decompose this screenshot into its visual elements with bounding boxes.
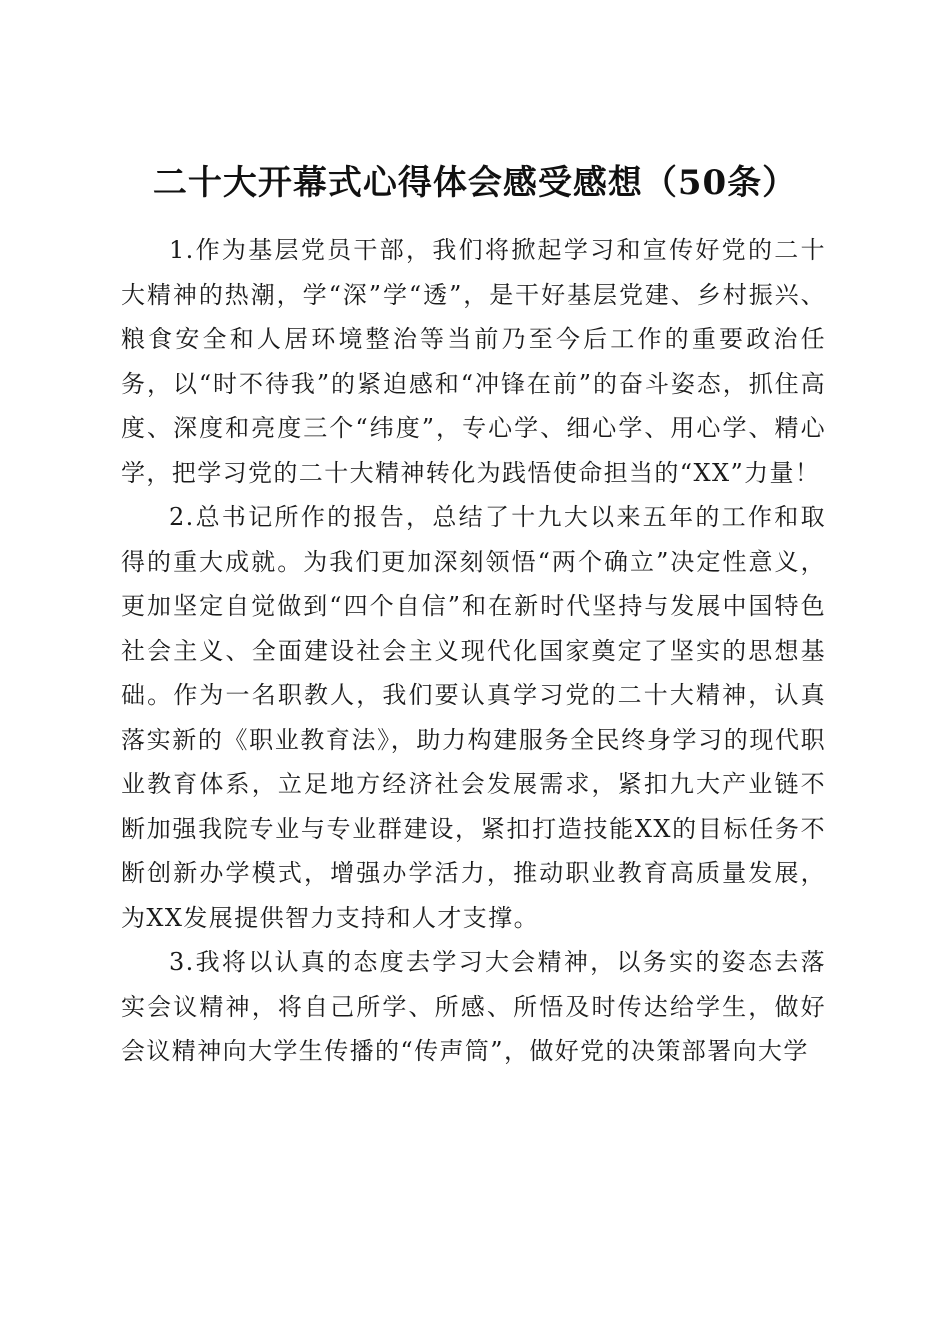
paragraph-3: 3.我将以认真的态度去学习大会精神，以务实的姿态去落实会议精神，将自己所学、所感、所悟及时传达给学生，做好会议精神向大学生传播的“传声筒”，做好党的决策部署向大学 bbox=[121, 948, 826, 1065]
document-body bbox=[121, 228, 826, 1074]
paragraph-1: 1.作为基层党员干部，我们将掀起学习和宣传好党的二十大精神的热潮，学“深”学“透”，是干好基层党建、乡村振兴、粮食安全和人居环境整治等当前乃至今后工作的重要政治任务，以“时不待我”的紧迫感和“冲锋在前”的奋斗姿态，抓住高度、深度和亮度三个“纬度”，专心学、细心学、用心学、精心学，把学习党的二十大精神转化为践悟使命担当的“XX”力量！ bbox=[121, 236, 826, 487]
document-title: 二十大开幕式心得体会感受感想（50条） bbox=[152, 162, 798, 203]
paragraph-2: 2.总书记所作的报告，总结了十九大以来五年的工作和取得的重大成就。为我们更加深刻领悟“两个确立”决定性意义，更加坚定自觉做到“四个自信”和在新时代坚持与发展中国特色社会主义、全面建设社会主义现代化国家奠定了坚实的思想基础。作为一名职教人，我们要认真学习党的二十大精神，认真落实新的《职业教育法》，助力构建服务全民终身学习的现代职业教育体系，立足地方经济社会发展需求，紧扣九大产业链不断加强我院专业与专业群建设，紧扣打造技能XX的目标任务不断创新办学模式，增强办学活力，推动职业教育高质量发展，为XX发展提供智力支持和人才支撑。 bbox=[121, 503, 826, 932]
